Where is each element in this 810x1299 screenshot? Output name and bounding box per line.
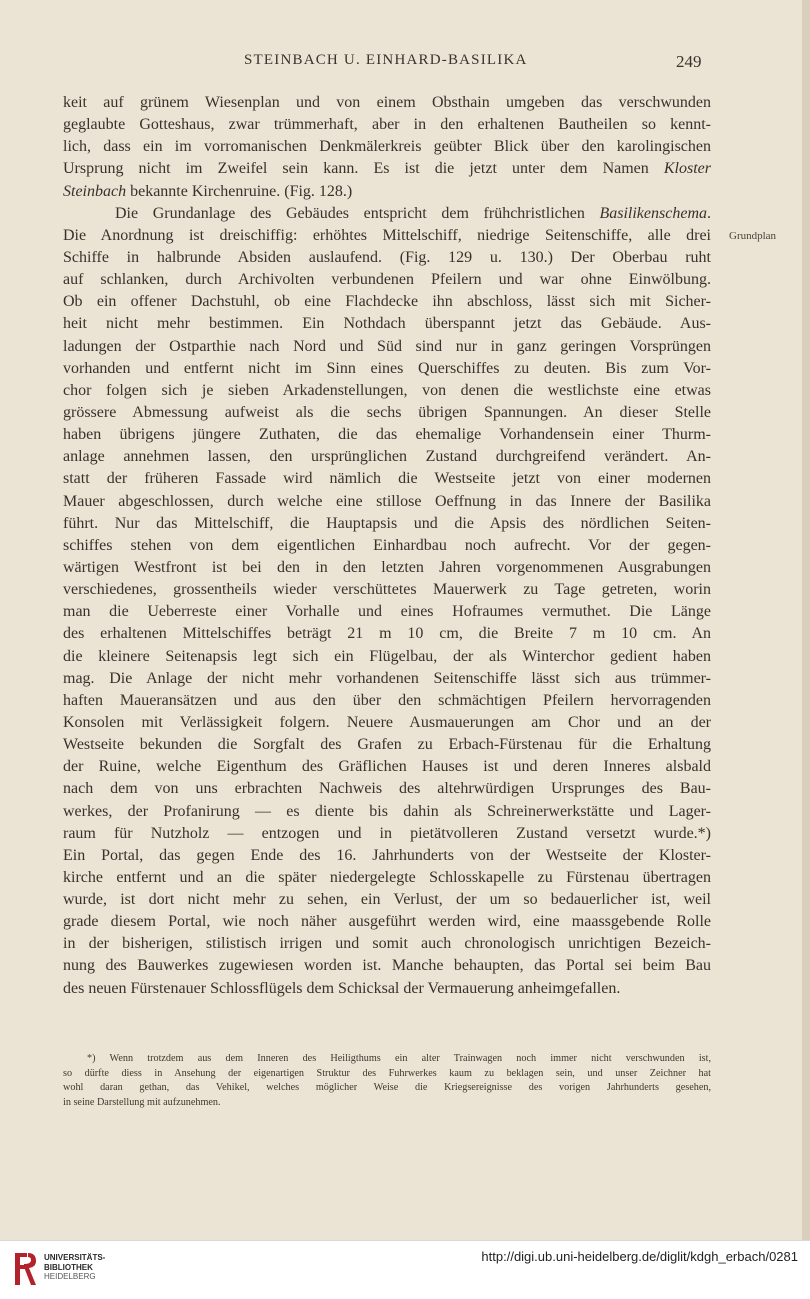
text-line: in der bisherigen, stilistisch irrigen und somit auch chronologisch unrichtigen Bezeich- — [63, 935, 711, 953]
text-line: lich, dass ein im vorromanischen Denkmälerkreis geübter Blick über den karolingischen — [63, 138, 711, 156]
text-line: mag. Die Anlage der nicht mehr vorhandenen Seitenschiffe lässt sich aus trümmer- — [63, 669, 711, 687]
text-line: vorhanden und entfernt nicht im Sinn eines Querschiffes zu deuten. Bis zum Vor- — [63, 359, 711, 377]
text-line: Mauer abgeschlossen, durch welche eine stillose Oeffnung in das Innere der Basilika — [63, 492, 711, 510]
text-line: Ein Portal, das gegen Ende des 16. Jahrhunderts von der Westseite der Kloster- — [63, 846, 711, 864]
library-name-line: BIBLIOTHEK — [44, 1262, 93, 1272]
text-line: man die Ueberreste einer Vorhalle und eines Hofraumes vermuthet. Die Länge — [63, 603, 711, 621]
text-line: Die Anordnung ist dreischiffig: erhöhtes Mittelschiff, niedrige Seitenschiffe, alle drei — [63, 226, 711, 244]
text-line: grössere Abmessung aufweist als die sechs übrigen Spannungen. An dieser Stelle — [63, 403, 711, 421]
italic-term: Steinbach — [63, 182, 127, 200]
text-line: der Ruine, welche Eigenthum des Gräflichen Hauses ist und deren Inneres alsbald — [63, 758, 711, 776]
text-line: des erhaltenen Mittelschiffes beträgt 21 m 10 cm, die Breite 7 m 10 cm. An — [63, 625, 711, 643]
text-line: geglaubte Gotteshaus, zwar trümmerhaft, aber in den erhaltenen Bautheilen so kennt- — [63, 116, 711, 134]
text-line: Ob ein offener Dachstuhl, ob eine Flachdecke ihn abschloss, lässt sich mit Sicher- — [63, 293, 711, 311]
text-line: kirche entfernt und an die später niedergelegte Schlosskapelle zu Fürstenau übertragen — [63, 868, 711, 886]
footnotes — [63, 1052, 711, 1110]
footnote-line: in seine Darstellung mit aufzunehmen. — [63, 1096, 221, 1108]
text-line: die kleinere Seitenapsis legt sich ein Flügelbau, der als Winterchor gedient haben — [63, 647, 711, 665]
italic-term: Kloster — [663, 160, 711, 178]
footnote-line: wohl daran gethan, das Vehikel, welches möglicher Weise die Kriegsereignisse des vorigen Jahrhunderts gesehen, — [63, 1082, 711, 1094]
text-line: chor folgen sich je sieben Arkadenstellungen, von denen die westlichste eine etwas — [63, 381, 711, 399]
text-line: nach dem von uns erbrachten Nachweis des altehrwürdigen Ursprunges des Bau- — [63, 780, 711, 798]
body-text — [63, 92, 711, 1000]
text-line: ladungen der Ostparthie nach Nord und Süd sind nur in ganz geringen Vorsprüngen — [63, 337, 711, 355]
library-name — [44, 1253, 105, 1282]
text-line: führt. Nur das Mittelschiff, die Hauptapsis und die Apsis des nördlichen Seiten- — [63, 514, 711, 532]
text-line: Schiffe in halbrunde Absiden auslaufend. (Fig. 129 u. 130.) Der Oberbau ruht — [63, 248, 711, 266]
text-line: heit nicht mehr bestimmen. Ein Nothdach überspannt jetzt das Gebäude. Aus- — [63, 315, 711, 333]
text-line: werkes, der Profanirung — es diente bis dahin als Schreinerwerkstätte und Lager- — [63, 802, 711, 820]
page-header — [0, 52, 810, 74]
text-line: anlage annehmen lassen, den ursprünglichen Zustand durchgreifend verändert. An- — [63, 448, 711, 466]
permalink-url[interactable]: http://digi.ub.uni-heidelberg.de/diglit/kdgh_erbach/0281 — [481, 1249, 798, 1264]
text-line: Die Grundanlage des Gebäudes entspricht dem frühchristlichen Basilikenschema. — [115, 204, 711, 222]
text-line: statt der früheren Fassade wird nämlich die Westseite jetzt von einer modernen — [63, 470, 711, 488]
footnote-line: so dürfte diess in Ansehung der eigenartigen Struktur des Fuhrwerkes kaum zu beklagen sein, und unser Zeichner hat — [63, 1067, 711, 1079]
italic-term: Basilikenschema — [599, 204, 707, 222]
library-name-line: UNIVERSITÄTS- — [44, 1253, 106, 1262]
text-line: haben übrigens jüngere Zuthaten, die das ehemalige Vorhandensein einer Thurm- — [63, 426, 711, 444]
library-name-line: HEIDELBERG — [44, 1272, 96, 1281]
text-line: des neuen Fürstenauer Schlossflügels dem Schicksal der Vermauerung anheimgefallen. — [63, 979, 621, 997]
text-line: verschiedenes, grossentheils wieder verschüttetes Mauerwerk zu Tage getreten, worin — [63, 581, 711, 599]
margin-note: Grundplan — [729, 230, 777, 242]
text-line: Westseite bekunden die Sorgfalt des Grafen zu Erbach-Fürstenau für die Erhaltung — [63, 736, 711, 754]
page-edge — [802, 0, 810, 1240]
running-title: STEINBACH U. EINHARD-BASILIKA — [244, 52, 528, 68]
text-line: Konsolen mit Verlässigkeit folgern. Neuere Ausmauerungen am Chor und an der — [63, 713, 711, 731]
text-line: auf schlanken, durch Archivolten verbundenen Pfeilern und war ohne Einwölbung. — [63, 271, 711, 289]
viewer-footer — [0, 1240, 810, 1299]
text-line: raum für Nutzholz — entzogen und in pietätvolleren Zustand versetzt wurde.*) — [63, 824, 711, 842]
text-line: nung des Bauwerkes zugewiesen worden ist. Manche behaupten, das Portal sei beim Bau — [63, 957, 711, 975]
library-logo-icon — [10, 1249, 38, 1289]
text-line: wärtigen Westfront ist bei den in den letzten Jahren vorgenommenen Ausgrabungen — [63, 558, 711, 576]
text-line: Steinbach bekannte Kirchenruine. (Fig. 128.) — [63, 182, 353, 200]
text-line: haften Maueransätzen und aus den über den schmächtigen Pfeilern hervorragenden — [63, 691, 711, 709]
text-line: schiffes stehen von dem eigentlichen Einhardbau noch aufrecht. Vor der gegen- — [63, 536, 711, 554]
text-line: grade diesem Portal, wie noch näher ausgeführt werden wird, eine maassgebende Rolle — [63, 913, 711, 931]
text-line: Ursprung nicht im Zweifel sein kann. Es ist die jetzt unter dem Namen Kloster — [63, 160, 711, 178]
footnote-line: *) Wenn trotzdem aus dem Inneren des Heiligthums ein alter Trainwagen noch immer nicht verschwunden ist, — [87, 1053, 711, 1064]
page-number: 249 — [676, 52, 702, 71]
text-line: keit auf grünem Wiesenplan und von einem Obsthain umgeben das verschwunden — [63, 94, 711, 111]
text-line: wurde, ist dort nicht mehr zu sehen, ein Verlust, der um so bedauerlicher ist, weil — [63, 891, 711, 909]
